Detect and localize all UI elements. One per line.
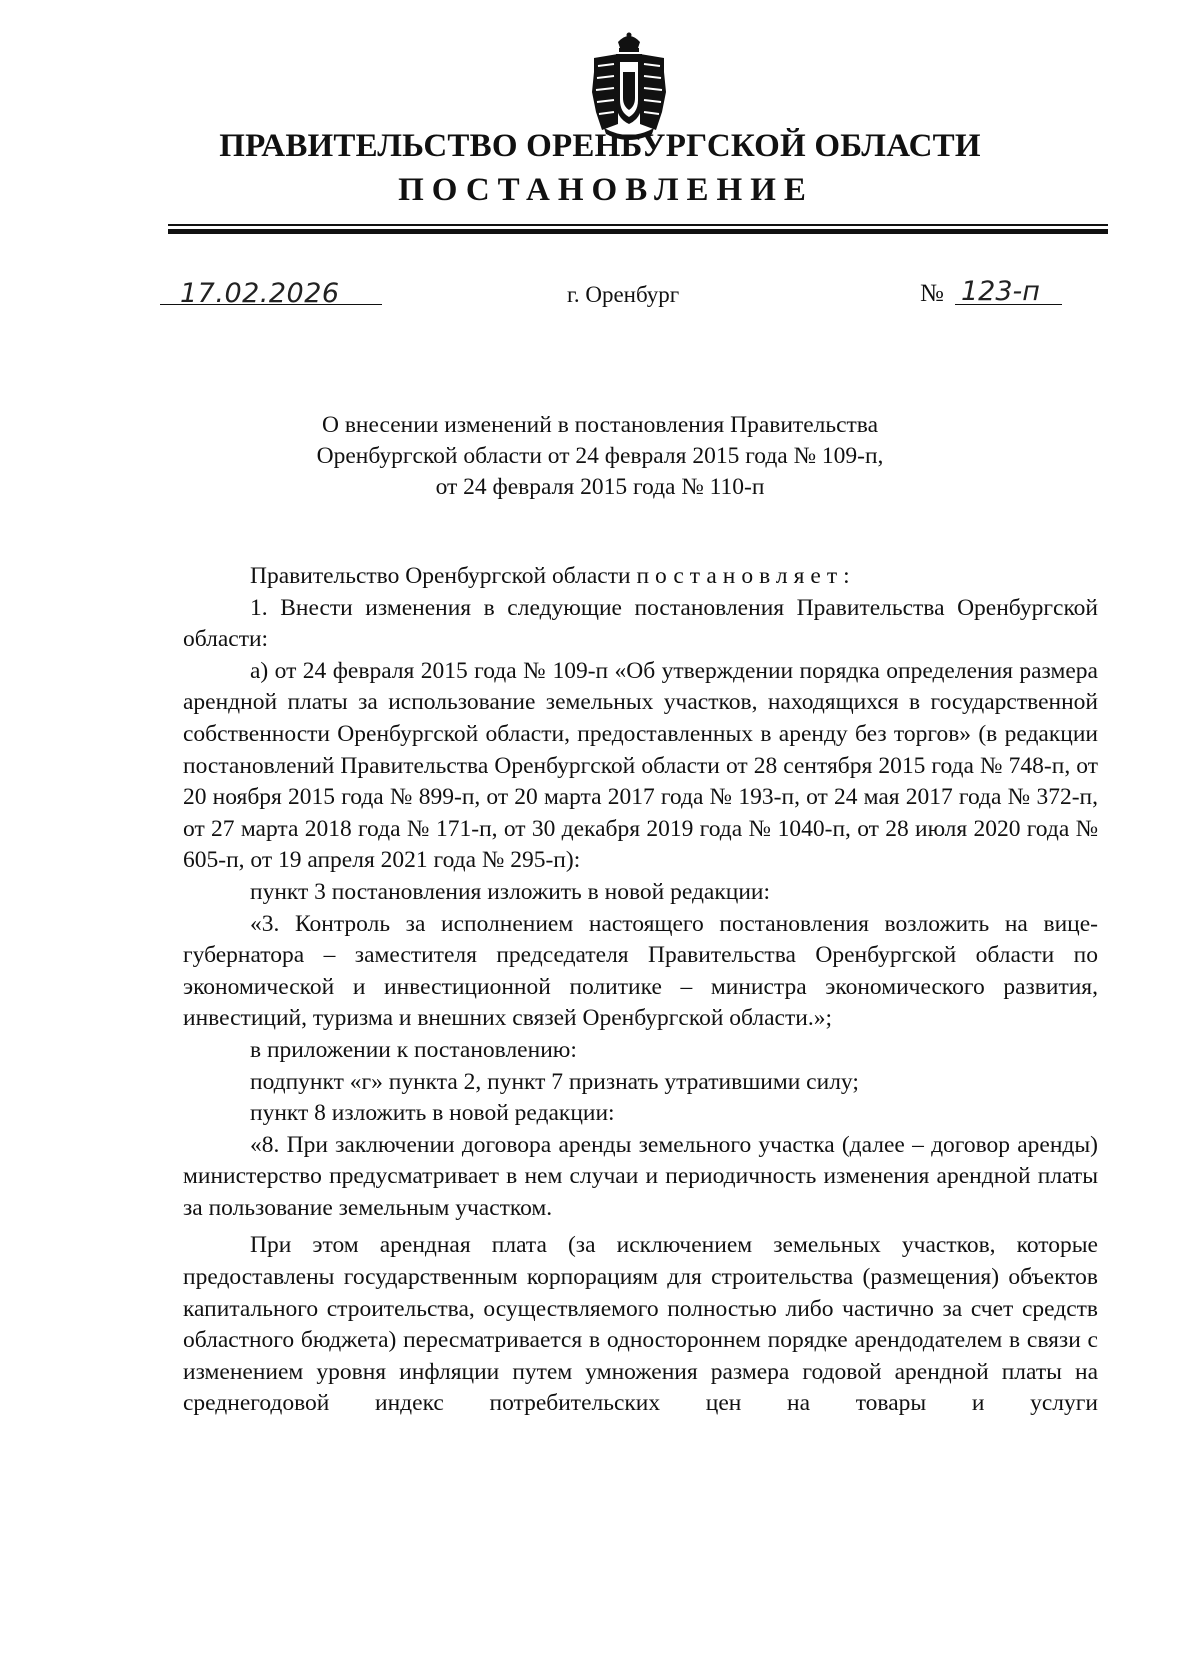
header-divider-thin xyxy=(168,224,1108,226)
paragraph-item-a: а) от 24 февраля 2015 года № 109-п «Об утверждении порядка определения размера арендной платы за использование земельных участков, находящихся в государственной собственности Оренбургской области, предоставленных в аренду без торгов» (в редакции постановлений Правительства Оренбургской области от 28 сентября 2015 года № 748-п, от 20 ноября 2015 года № 899-п, от 20 марта 2017 года № 193-п, от 24 мая 2017 года № 372-п, от 27 марта 2018 года № 171-п, от 30 декабря 2019 года № 1040-п, от 28 июля 2020 года № 605-п, от 19 апреля 2021 года № 295-п): xyxy=(183,657,1098,874)
preamble-text: Правительство Оренбургской области xyxy=(250,563,637,589)
document-meta-row xyxy=(0,278,1200,318)
subject-line: от 24 февраля 2015 года № 110-п xyxy=(435,474,765,500)
preamble-verb: постановляет: xyxy=(636,563,856,589)
government-title: ПРАВИТЕЛЬСТВО ОРЕНБУРГСКОЙ ОБЛАСТИ xyxy=(219,128,981,164)
paragraph-item-1: 1. Внести изменения в следующие постановления Правительства Оренбургской области: xyxy=(183,594,1098,653)
paragraph-point-8-text: «8. При заключении договора аренды земельного участка (далее – договор аренды) министерство предусматривает в нем случаи и периодичность изменения арендной платы за пользование земельным участком. xyxy=(183,1131,1098,1221)
document-type-title: ПОСТАНОВЛЕНИЕ xyxy=(398,172,814,208)
city-label: г. Оренбург xyxy=(567,282,680,307)
paragraph-repeal: подпункт «г» пункта 2, пункт 7 признать утратившими силу; xyxy=(250,1068,859,1095)
paragraph-point-3-intro: пункт 3 постановления изложить в новой редакции: xyxy=(250,878,771,905)
coat-of-arms-emblem xyxy=(588,32,670,140)
header-divider-thick xyxy=(168,229,1108,234)
paragraph-point-8-intro: пункт 8 изложить в новой редакции: xyxy=(250,1100,615,1127)
paragraph-rent-revision: При этом арендная плата (за исключением земельных участков, которые предоставлены государственным корпорациям для строительства (размещения) объектов капитального строительства, осуществляемого полностью либо частично за счет средств областного бюджета) пересматривается в одностороннем порядке арендодателем в связи с изменением уровня инфляции путем умножения размера годовой арендной платы на среднегодовой индекс потребительских цен на товары и услуги xyxy=(183,1232,1098,1417)
handwritten-date: 17.02.2026 xyxy=(180,278,340,309)
subject-line: О внесении изменений в постановления Правительства xyxy=(321,412,878,438)
paragraph-appendix-intro: в приложении к постановлению: xyxy=(250,1036,577,1063)
subject-line: Оренбургской области от 24 февраля 2015 года № 109-п, xyxy=(316,443,884,469)
document-subject xyxy=(0,410,1200,503)
number-underline xyxy=(955,304,1062,305)
handwritten-number: 123-п xyxy=(961,276,1040,307)
number-sign: № xyxy=(920,280,944,307)
date-underline xyxy=(160,304,382,305)
paragraph-point-3-text: «3. Контроль за исполнением настоящего постановления возложить на вице-губернатора – заместителя председателя Правительства Оренбургской области по экономической и инвестиционной политике – министра экономического развития, инвестиций, туризма и внешних связей Оренбургской области.»; xyxy=(183,910,1098,1032)
document-body xyxy=(183,561,1098,1420)
paragraph-preamble xyxy=(183,561,1098,593)
